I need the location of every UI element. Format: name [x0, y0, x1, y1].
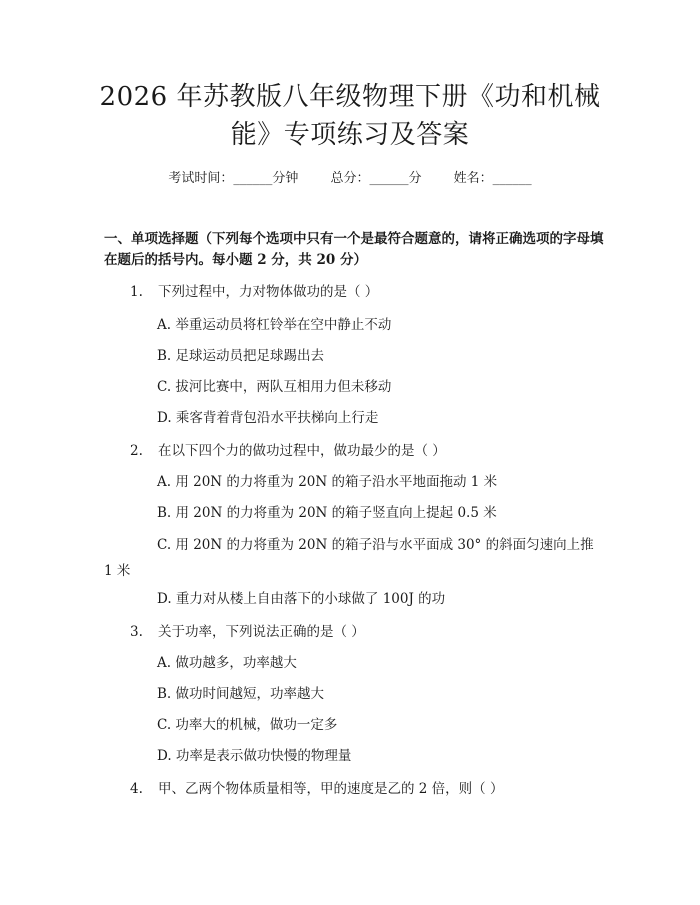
question-4: [130, 779, 503, 799]
exam-time: 考试时间：______分钟: [168, 171, 299, 186]
option-1b: B. 足球运动员把足球踢出去: [157, 348, 325, 364]
option-1a: A. 举重运动员将杠铃举在空中静止不动: [157, 317, 392, 333]
question-number: 2.: [130, 443, 143, 459]
student-name: 姓名：______: [453, 171, 532, 186]
option-2d: D. 重力对从楼上自由落下的小球做了 100J 的功: [157, 591, 446, 607]
option-2b: B. 用 20N 的力将重为 20N 的箱子竖直向上提起 0.5 米: [157, 505, 497, 521]
total-score: 总分：______分: [330, 171, 422, 186]
question-text: 下列过程中，力对物体做功的是（ ）: [158, 284, 379, 300]
question-number: 1.: [130, 284, 143, 300]
option-3a: A. 做功越多，功率越大: [157, 655, 297, 671]
question-1: [130, 282, 378, 302]
option-3b: B. 做功时间越短，功率越大: [157, 686, 325, 702]
section-heading: 一、单项选择题（下列每个选项中只有一个是最符合题意的，请将正确选项的字母填在题后的括号内。每小题 2 分，共 20 分）: [104, 231, 604, 268]
question-2: [130, 441, 446, 461]
question-3: [130, 622, 365, 642]
option-2c: C. 用 20N 的力将重为 20N 的箱子沿与水平面成 30° 的斜面匀速向上推 1 米: [104, 537, 594, 579]
question-number: 4.: [130, 781, 143, 797]
exam-info: [0, 170, 700, 188]
option-1d: D. 乘客背着背包沿水平扶梯向上行走: [157, 410, 379, 426]
option-3d: D. 功率是表示做功快慢的物理量: [157, 748, 352, 764]
document-title: [80, 78, 620, 154]
question-text: 甲、乙两个物体质量相等，甲的速度是乙的 2 倍，则（ ）: [158, 781, 504, 797]
question-number: 3.: [130, 624, 143, 640]
question-text: 关于功率，下列说法正确的是（ ）: [158, 624, 365, 640]
title-line-1: 2026 年苏教版八年级物理下册《功和机械: [99, 82, 601, 112]
title-line-2: 能》专项练习及答案: [230, 120, 470, 150]
option-2a: A. 用 20N 的力将重为 20N 的箱子沿水平地面拖动 1 米: [157, 474, 498, 490]
option-1c: C. 拔河比赛中，两队互相用力但未移动: [157, 379, 392, 395]
option-3c: C. 功率大的机械，做功一定多: [157, 717, 338, 733]
question-text: 在以下四个力的做功过程中，做功最少的是（ ）: [158, 443, 446, 459]
